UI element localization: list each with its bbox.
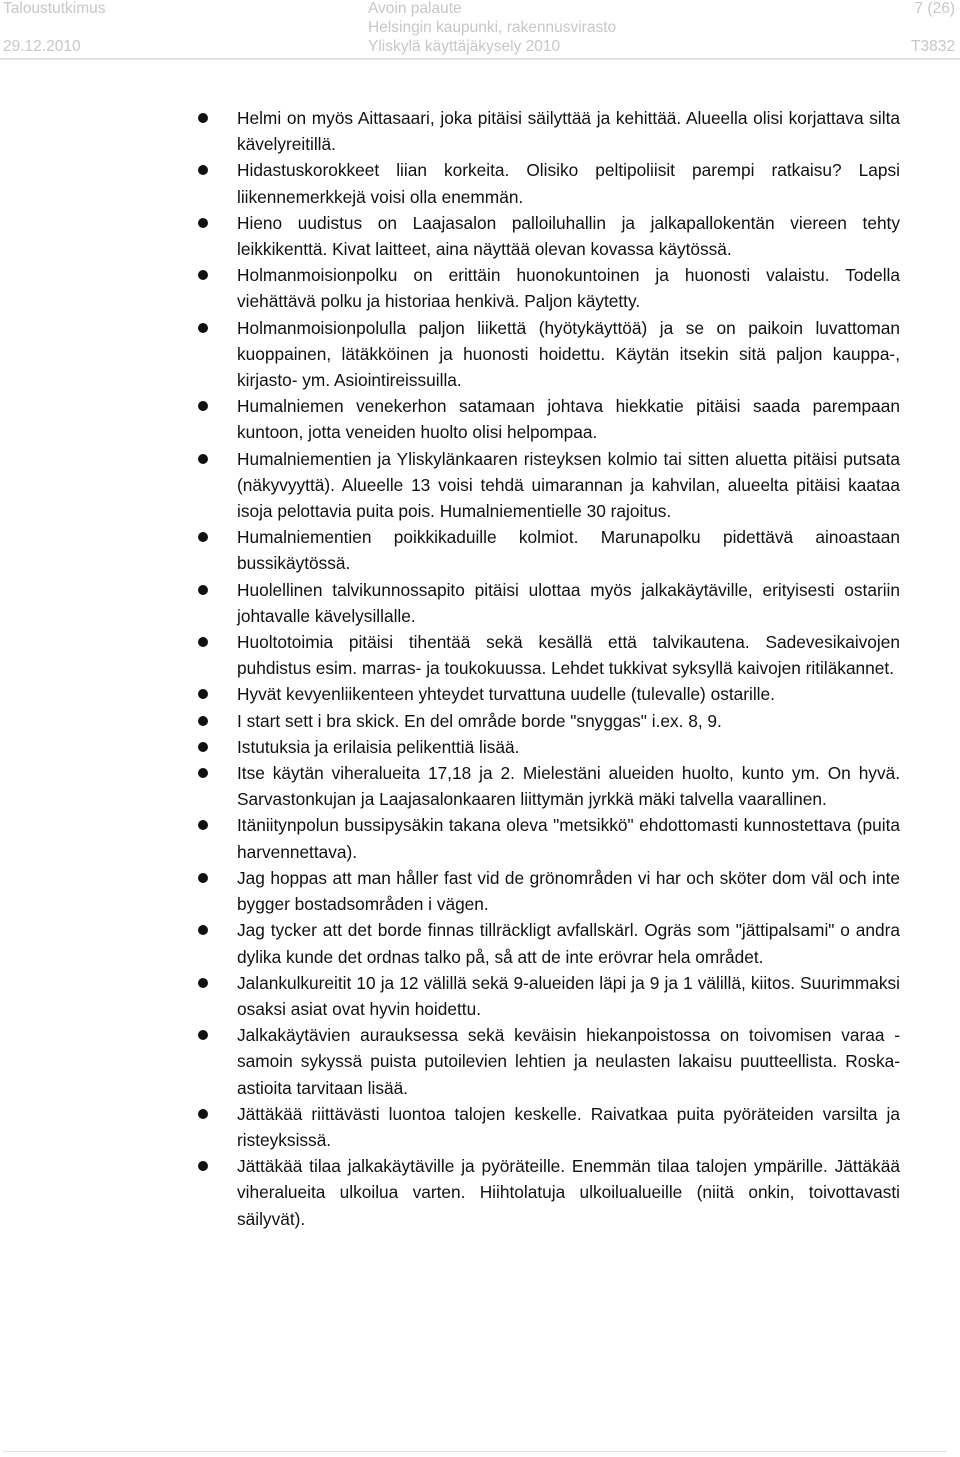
list-item (198, 524, 900, 576)
list-item (198, 1153, 900, 1232)
list-item-text: Helmi on myös Aittasaari, joka pitäisi säilyttää ja kehittää. Alueella olisi korjattava silta kävelyreitillä. (237, 108, 900, 155)
bullet-icon (198, 1161, 208, 1171)
list-item-text: Jättäkää tilaa jalkakäytäville ja pyöräteille. Enemmän tilaa talojen ympärille. Jättäkää viheralueita ulkoilua varten. Hiihtolatuja ulkoilualueille (niitä onkin, toivottavasti säilyvät). (237, 1156, 900, 1229)
list-item (198, 681, 900, 707)
bullet-icon (198, 873, 208, 883)
list-item (198, 708, 900, 734)
list-item (198, 577, 900, 629)
bullet-icon (198, 1109, 208, 1119)
list-item-text: Itäniitynpolun bussipysäkin takana oleva "metsikkö" ehdottomasti kunnostettava (puita harvennettava). (237, 815, 900, 862)
header-client: Helsingin kaupunki, rakennusvirasto (368, 19, 617, 36)
header-survey: Yliskylä käyttäjäkysely 2010 (368, 38, 561, 55)
list-item (198, 105, 900, 157)
bullet-icon (198, 113, 208, 123)
page-header (0, 0, 960, 58)
bullet-icon (198, 323, 208, 333)
list-item (198, 315, 900, 394)
list-item-text: Jag tycker att det borde finnas tillräckligt avfallskärl. Ogräs som "jättipalsami" o andra dylika kunde det ordnas talko på, så att de inte erövrar hela området. (237, 920, 900, 967)
bullet-icon (198, 1030, 208, 1040)
header-page-number: 7 (26) (914, 0, 955, 17)
list-item (198, 262, 900, 314)
list-item (198, 393, 900, 445)
list-item (198, 734, 900, 760)
header-section: Avoin palaute (368, 0, 462, 17)
bullet-icon (198, 689, 208, 699)
feedback-list (198, 105, 900, 1232)
list-item-text: Huoltotoimia pitäisi tihentää sekä kesällä että talvikautena. Sadevesikaivojen puhdistus esim. marras- ja toukokuussa. Lehdet tukkivat syksyllä kaivojen ritiläkannet. (237, 632, 900, 679)
header-date: 29.12.2010 (3, 38, 81, 55)
list-item-text: Jag hoppas att man håller fast vid de grönområden vi har och sköter dom väl och inte bygger bostadsområden i vägen. (237, 867, 900, 915)
list-item-text: Jalankulkureitit 10 ja 12 välillä sekä 9-alueiden läpi ja 9 ja 1 välillä, kiitos. Suurimmaksi osaksi asiat ovat hyvin hoidettu. (237, 972, 900, 1019)
list-item-text: Holmanmoisionpolulla paljon liikettä (hyötykäyttöä) ja se on paikoin luvattoman kuoppainen, lätäkköinen ja huonosti hoidettu. Käytän itsekin sitä paljon kauppa-, kirjasto- ym. Asiointireissuilla. (237, 317, 900, 391)
bullet-icon (198, 532, 208, 542)
bullet-icon (198, 585, 208, 595)
list-item (198, 1022, 900, 1101)
bullet-icon (198, 820, 208, 830)
list-item-text: Hyvät kevyenliikenteen yhteydet turvattuna uudelle (tulevalle) ostarille. (237, 684, 775, 705)
list-item-text: Hidastuskorokkeet liian korkeita. Olisiko peltipoliisit parempi ratkaisu? Lapsi liikennemerkkejä voisi olla enemmän. (237, 160, 900, 207)
header-company: Taloustutkimus (3, 0, 106, 17)
list-item-text: Humalniementien poikkikaduille kolmiot. Marunapolku pidettävä ainoastaan bussikäytössä. (237, 527, 900, 574)
bullet-icon (198, 454, 208, 464)
bullet-icon (198, 925, 208, 935)
list-item (198, 157, 900, 209)
header-project-code: T3832 (911, 38, 955, 55)
bullet-icon (198, 401, 208, 411)
list-item (198, 865, 900, 917)
list-item-text: Holmanmoisionpolku on erittäin huonokuntoinen ja huonosti valaistu. Todella viehättävä polku ja historiaa henkivä. Paljon käytetty. (237, 265, 900, 312)
list-item-text: Huolellinen talvikunnossapito pitäisi ulottaa myös jalkakäytäville, erityisesti ostariin johtavalle kävelysillalle. (237, 579, 900, 626)
bullet-icon (198, 978, 208, 988)
list-item (198, 917, 900, 969)
footer-divider (3, 1451, 947, 1452)
bullet-icon (198, 768, 208, 778)
list-item-text: Jättäkää riittävästi luontoa talojen keskelle. Raivatkaa puita pyöräteiden varsilta ja risteyksissä. (237, 1103, 900, 1150)
bullet-icon (198, 165, 208, 175)
list-item (198, 629, 900, 681)
list-item-text: Jalkakäytävien aurauksessa sekä keväisin hiekanpoistossa on toivomisen varaa - samoin sykyssä puista putoilevien lehtien ja neulasten lakaisu puutteellista. Roska-astioita tarvitaan lisää. (237, 1025, 900, 1098)
bullet-icon (198, 716, 208, 726)
list-item-text: Humalniemen venekerhon satamaan johtava hiekkatie pitäisi saada parempaan kuntoon, jotta veneiden huolto olisi helpompaa. (237, 396, 900, 443)
bullet-icon (198, 742, 208, 752)
list-item-text: Istutuksia ja erilaisia pelikenttiä lisää. (237, 736, 520, 757)
list-item (198, 210, 900, 262)
list-item-text: Humalniementien ja Yliskylänkaaren risteyksen kolmio tai sitten aluetta pitäisi putsata (näkyvyyttä). Alueelle 13 voisi tehdä uimarannan ja kahvilan, alueelta pitäisi kaataa isoja pelottavia puita pois. Humalniementielle 30 rajoitus. (237, 448, 900, 522)
bullet-icon (198, 637, 208, 647)
header-divider (0, 58, 960, 60)
list-item (198, 812, 900, 864)
bullet-icon (198, 270, 208, 280)
feedback-content (198, 105, 900, 1232)
list-item (198, 1101, 900, 1153)
list-item-text: I start sett i bra skick. En del område borde "snyggas" i.ex. 8, 9. (237, 710, 722, 731)
list-item (198, 446, 900, 525)
bullet-icon (198, 218, 208, 228)
list-item-text: Hieno uudistus on Laajasalon palloiluhallin ja jalkapallokentän viereen tehty leikkikenttä. Kivat laitteet, aina näyttää olevan kovassa käytössä. (237, 212, 900, 260)
list-item (198, 760, 900, 812)
list-item (198, 970, 900, 1022)
list-item-text: Itse käytän viheralueita 17,18 ja 2. Mielestäni alueiden huolto, kunto ym. On hyvä. Sarvastonkujan ja Laajasalonkaaren liittymän jyrkkä mäki talvella vaarallinen. (237, 763, 900, 810)
